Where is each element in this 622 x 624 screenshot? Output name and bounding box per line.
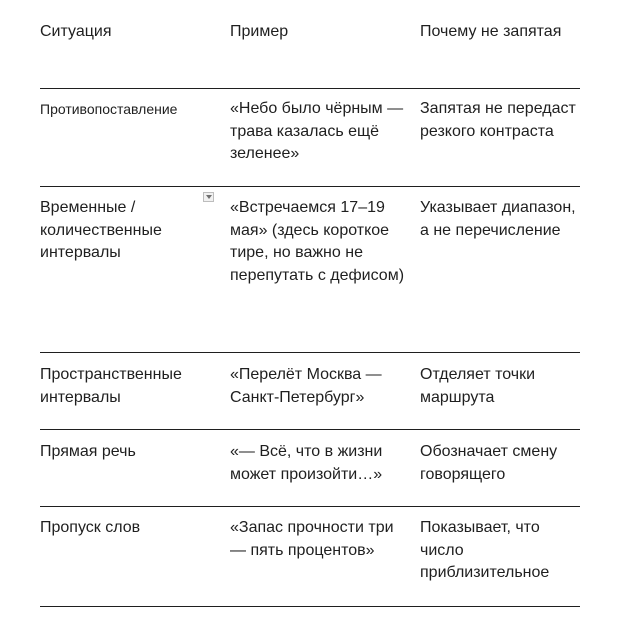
row-example: «— Всё, что в жизни может произойти…» — [230, 443, 383, 483]
table-row — [40, 430, 580, 507]
cell-dropdown-button[interactable] — [203, 192, 214, 202]
table-row — [40, 353, 580, 430]
row-example: «Небо было чёрным — трава казалась ещё зеленее» — [230, 100, 404, 162]
table-row — [40, 187, 580, 353]
row-reason: Указывает диапазон, а не перечисление — [420, 199, 576, 239]
punctuation-table — [40, 0, 580, 607]
row-situation: Временные / количественные интервалы — [40, 199, 162, 261]
chevron-down-icon — [206, 195, 212, 199]
row-example: «Запас прочности три — пять процентов» — [230, 519, 394, 559]
header-situation: Ситуация — [40, 23, 112, 40]
row-reason: Показывает, что число приблизительное — [420, 519, 550, 581]
table-row — [40, 507, 580, 607]
row-example: «Встречаемся 17–19 мая» (здесь короткое тире, но важно не перепутать с дефисом) — [230, 199, 405, 284]
row-situation: Прямая речь — [40, 443, 136, 460]
header-reason: Почему не запятая — [420, 23, 562, 40]
row-reason: Запятая не передаст резкого контраста — [420, 100, 576, 140]
row-reason: Отделяет точки маршрута — [420, 366, 536, 406]
row-example: «Перелёт Москва — Санкт-Петербург» — [230, 366, 382, 406]
header-example: Пример — [230, 23, 289, 40]
table-header-row — [40, 0, 580, 89]
row-situation: Пространственные интервалы — [40, 366, 182, 406]
row-reason: Обозначает смену говорящего — [420, 443, 558, 483]
table-row — [40, 89, 580, 187]
row-situation: Пропуск слов — [40, 519, 141, 536]
row-situation: Противопоставление — [40, 101, 178, 117]
